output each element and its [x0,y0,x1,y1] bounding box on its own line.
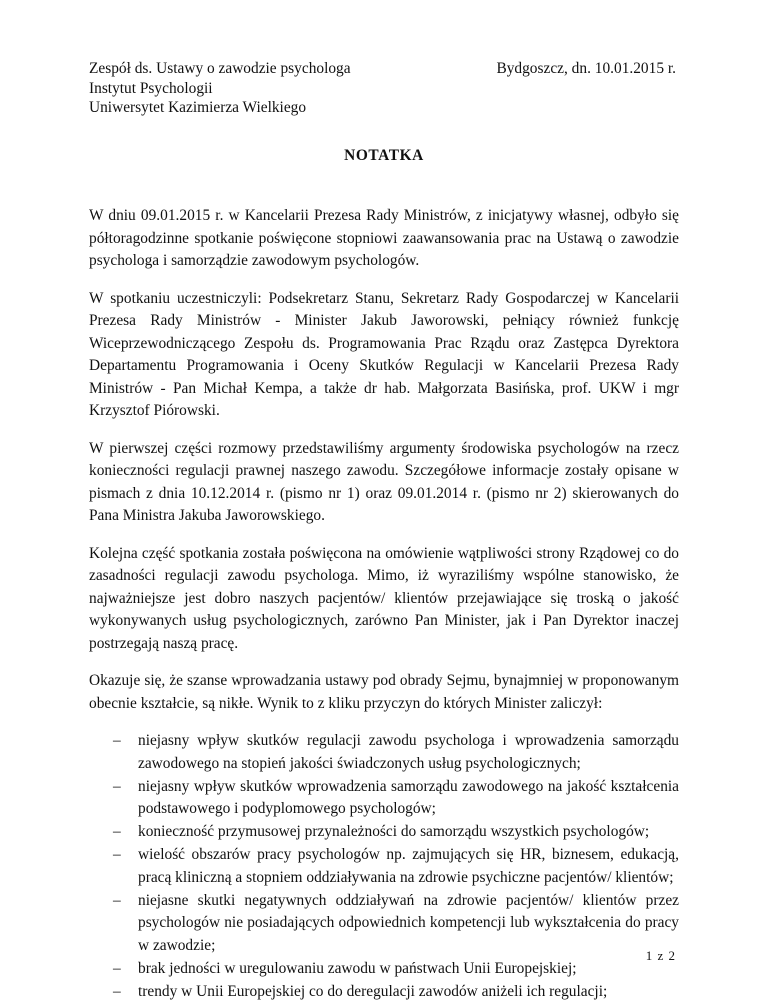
list-item [113,821,679,844]
dash-bullet-icon: – [113,845,121,863]
list-item [113,730,679,776]
list-item-text: niejasny wpływ skutków regulacji zawodu psychologa i wprowadzenia samorządu zawodowego na stopień jakości świadczonych usług psychologicznych; [138,732,679,772]
dash-bullet-icon: – [113,959,121,977]
paragraph-meeting: W dniu 09.01.2015 r. w Kancelarii Prezesa Rady Ministrów, z inicjatywy własnej, odbyło się półtoragodzinne spotkanie poświęcone stopniowi zaawansowania prac na Ustawą o zawodzie psychologa i samorządzie zawodowym psychologów. [89,207,679,269]
dash-bullet-icon: – [113,982,121,1000]
list-item-text: brak jedności w uregulowaniu zawodu w państwach Unii Europejskiej; [138,959,577,977]
list-item [113,844,679,890]
place-date: Bydgoszcz, dn. 10.01.2015 r. [496,60,676,77]
sender-block [89,59,351,118]
sender-line-team: Zespół ds. Ustawy o zawodzie psychologa [89,60,351,77]
list-item [113,890,679,958]
list-item [113,958,679,981]
list-item-text: niejasne skutki negatywnych oddziaływań na zdrowie pacjentów/ klientów przez psychologów nie posiadających odpowiednich kompetencji lub wykształcenia do pracy w zawodzie; [138,891,679,955]
dash-bullet-icon: – [113,732,121,749]
list-item-text: niejasny wpływ skutków wprowadzenia samorządu zawodowego na jakość kształcenia podstawowego i podyplomowego psychologów; [138,777,679,818]
paragraph-participants: W spotkaniu uczestniczyli: Podsekretarz Stanu, Sekretarz Rady Gospodarczej w Kancelarii Prezesa Rady Ministrów - Minister Jakub Jaworowski, pełniący również funkcję Wiceprzewodniczącego Zespołu ds. Programowania Prac Rządu oraz Zastępca Dyrektora Departamentu Programowania i Oceny Skutków Regulacji w Kancelarii Prezesa Rady Ministrów - Pan Michał Kempa, a także dr hab. Małgorzata Basińska, prof. UKW i mgr Krzysztof Piórowski. [89,289,679,419]
paragraph-arguments: W pierwszej części rozmowy przedstawiliśmy argumenty środowiska psychologów na rzecz konieczności regulacji prawnej naszego zawodu. Szczegółowe informacje zostały opisane w pismach z dnia 10.12.2014 r. (pismo nr 1) oraz 09.01.2014 r. (pismo nr 2) skierowanych do Pana Ministra Jakuba Jaworowskiego. [89,439,679,524]
paragraph-chances: Okazuje się, że szanse wprowadzania ustawy pod obrady Sejmu, bynajmniej w proponowanym obecnie kształcie, są nikłe. Wynik to z kliku przyczyn do których Minister zaliczył: [89,672,679,712]
sender-line-university: Uniwersytet Kazimierza Wielkiego [89,99,307,116]
reasons-list [89,730,679,1004]
page-number: 1 z 2 [645,948,676,963]
dash-bullet-icon: – [113,823,121,841]
paragraph-doubts: Kolejna część spotkania została poświęcona na omówienie wątpliwości strony Rządowej co do zasadności regulacji zawodu psychologa. Mimo, iż wyraziliśmy wspólne stanowisko, że najważniejsze jest dobro naszych pacjentów/ klientów przejawiające się troską o jakość wykonywanych usług psychologicznych, zarówno Pan Minister, jak i Pan Dyrektor inaczej postrzegają naszą pracę. [89,544,679,652]
list-item-text: trendy w Unii Europejskiej co do deregulacji zawodów aniżeli ich regulacji; [138,982,608,1000]
document-body [89,205,679,1004]
list-item [113,981,679,1004]
sender-line-institute: Instytut Psychologii [89,79,213,97]
list-item [113,776,679,822]
dash-bullet-icon: – [113,777,121,795]
dash-bullet-icon: – [113,891,121,909]
list-item-text: konieczność przymusowej przynależności do samorządu wszystkich psychologów; [138,823,650,841]
document-title: NOTATKA [344,147,424,164]
list-item-text: wielość obszarów pracy psychologów np. zajmujących się HR, biznesem, edukacją, pracą kliniczną a stopniem oddziaływania na zdrowie psychiczne pacjentów/ klientów; [138,845,679,886]
